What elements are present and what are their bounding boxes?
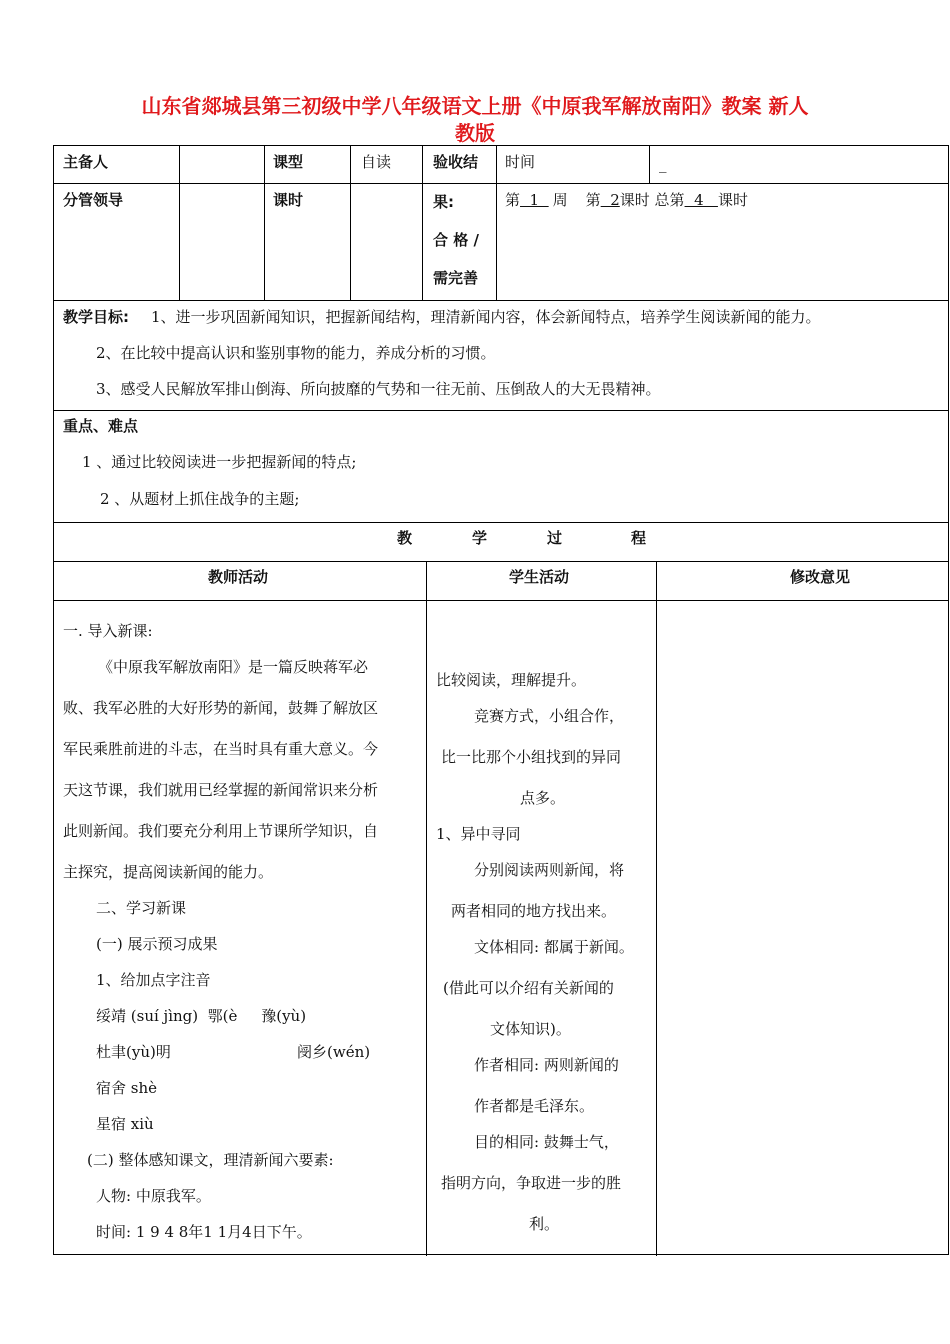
teacher-line: 阌乡(wén) [297,1043,371,1061]
process-heading-char: 过 [547,529,563,547]
teacher-line: (一) 展示预习成果 [96,935,218,953]
lesson-prefix: 第 [585,191,601,209]
student-line: 利。 [529,1215,560,1233]
lesson-type-label: 课型 [273,153,304,171]
objective-1-row [63,307,821,327]
col-divider [179,146,180,300]
objectives-label: 教学目标: [63,308,129,326]
time-value: _ [659,155,667,173]
student-line: 文体相同: 都属于新闻。 [474,938,634,956]
col-divider [649,146,650,183]
acceptance-label-3: 合 格 / [433,231,479,249]
objective-item: 2、在比较中提高认识和鉴别事物的能力，养成分析的习惯。 [96,344,496,362]
week-unit: 周 [552,191,568,209]
col-divider [422,146,423,300]
teacher-line: 时间: 1 9 4 8年1 1月4日下午。 [96,1223,312,1241]
document-title [60,93,890,147]
row-divider [496,183,948,184]
col-divider [496,146,497,300]
key-point-item: 2 、从题材上抓住战争的主题; [100,490,300,508]
time-label: 时间 [505,153,536,171]
key-point-item: 1 、通过比较阅读进一步把握新闻的特点; [82,453,357,471]
student-line: 作者相同: 两则新闻的 [474,1056,619,1074]
title-line-1: 山东省郯城县第三初级中学八年级语文上册《中原我军解放南阳》教案 新人 [141,94,809,118]
leader-label: 分管领导 [63,191,124,209]
revision-notes-header: 修改意见 [790,568,851,586]
total-unit: 课时 [717,191,748,209]
preparer-label: 主备人 [63,153,109,171]
student-line: 文体知识)。 [490,1020,571,1038]
student-line: 比一比那个小组找到的异同 [441,748,622,766]
student-line: 竞赛方式，小组合作， [474,707,625,725]
student-line: (借此可以介绍有关新闻的 [443,979,614,997]
total-number: 4 [684,191,718,209]
lesson-type-value: 自读 [361,153,392,171]
student-line: 比较阅读，理解提升。 [436,671,587,689]
key-points-label: 重点、难点 [63,417,139,435]
teacher-activity-header: 教师活动 [208,568,269,586]
week-prefix: 第 [505,191,521,209]
row-divider [54,522,948,523]
row-divider [54,410,948,411]
acceptance-label-1: 验收结 [433,153,479,171]
teacher-line: 二、学习新课 [96,899,187,917]
lesson-unit: 课时 总第 [619,191,685,209]
col-divider [426,561,427,1256]
acceptance-label-4: 需完善 [433,269,479,287]
col-divider [350,146,351,300]
teacher-line: 宿舍 shè [96,1079,158,1097]
objective-item: 3、感受人民解放军排山倒海、所向披靡的气势和一往无前、压倒敌人的大无畏精神。 [96,380,661,398]
student-activity-header: 学生活动 [509,568,570,586]
student-line: 分别阅读两则新闻，将 [474,861,625,879]
col-divider [264,146,265,300]
row-divider [54,600,948,601]
week-number: 1 [520,191,549,209]
student-line: 1、异中寻同 [436,825,521,843]
title-line-2: 教版 [455,121,495,145]
teacher-line: 人物: 中原我军。 [96,1187,211,1205]
student-line: 两者相同的地方找出来。 [451,902,617,920]
teacher-line: 星宿 xiù [96,1115,154,1133]
lesson-number: 2 [600,191,620,209]
period-label: 课时 [273,191,304,209]
student-line: 目的相同: 鼓舞士气， [474,1133,619,1151]
process-heading-char: 学 [472,529,488,547]
row-divider [54,183,496,184]
process-heading-char: 程 [631,529,647,547]
teacher-line: 军民乘胜前进的斗志，在当时具有重大意义。今 [63,740,379,758]
teacher-line: 此则新闻。我们要充分利用上节课所学知识，自 [63,822,379,840]
teacher-line: 绥靖 (suí jìng) 鄂(è 豫(yù) [96,1007,307,1025]
teacher-line: 1、给加点字注音 [96,971,211,989]
student-line: 点多。 [520,789,566,807]
acceptance-label-2: 果: [433,193,454,211]
row-divider [54,300,948,301]
process-heading-char: 教 [397,529,413,547]
schedule [505,190,748,210]
lesson-plan-table [53,145,949,1255]
teacher-line: 主探究，提高阅读新闻的能力。 [63,863,274,881]
objective-item: 1、进一步巩固新闻知识，把握新闻结构，理清新闻内容，体会新闻特点，培养学生阅读新闻的能力。 [151,308,821,326]
teacher-line: (二) 整体感知课文，理清新闻六要素: [87,1151,334,1169]
col-divider [656,561,657,1256]
teacher-line: 天这节课，我们就用已经掌握的新闻常识来分析 [63,781,379,799]
student-line: 指明方向，争取进一步的胜 [441,1174,622,1192]
teacher-line: 杜聿(yù)明 [96,1043,171,1061]
teacher-line: 《中原我军解放南阳》是一篇反映蒋军必 [98,658,369,676]
teacher-line: 一. 导入新课: [63,622,153,640]
teacher-line: 败、我军必胜的大好形势的新闻，鼓舞了解放区 [63,699,379,717]
student-line: 作者都是毛泽东。 [474,1097,595,1115]
row-divider [54,561,948,562]
